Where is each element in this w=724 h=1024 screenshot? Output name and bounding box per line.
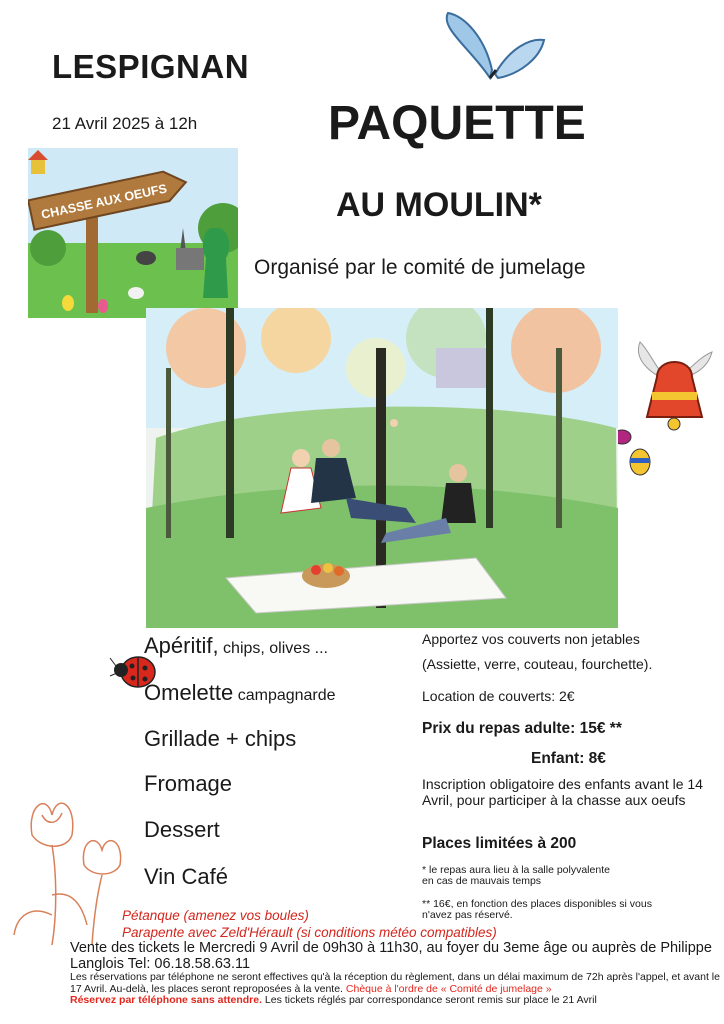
egg-hunt-illustration xyxy=(28,148,238,318)
menu-item-dessert: Dessert xyxy=(144,817,220,842)
town-name: LESPIGNAN xyxy=(52,48,250,85)
menu-item-aperitif: Apéritif, chips, olives ... xyxy=(144,633,328,658)
page-subtitle: AU MOULIN* xyxy=(336,186,542,224)
weather-note: * le repas aura lieu à la salle polyvalente en cas de mauvais temps xyxy=(422,864,610,887)
petanque-text: Pétanque (amenez vos boules) xyxy=(122,908,309,923)
child-price: Enfant: 8€ xyxy=(531,750,606,767)
cutlery-text: Apportez vos couverts non jetables xyxy=(422,631,640,647)
menu-item-grillade: Grillade + chips xyxy=(144,726,297,751)
menu-item-vin-cafe: Vin Café xyxy=(144,864,228,889)
fine-print: Les réservations par téléphone ne seront effectives qu'à la réception du règlement, dans un délai maximum de 72h après l'appel, et avant le 17 Avril. Au-delà, les places seront reproposées à la vente. Chèque à l'ordre de « Comité de jumelage » Réservez par téléphone sans attendre. Les tickets réglés par correspondance seront remis sur place le 21 Avril xyxy=(70,971,720,1006)
page-title: PAQUETTE xyxy=(328,97,586,150)
picnic-painting xyxy=(146,308,618,628)
ticket-sales-text: Vente des tickets le Mercredi 9 Avril de 09h30 à 11h30, au foyer du 3eme âge ou auprès de Philippe Langlois Tel: 06.18.58.63.11 xyxy=(70,940,712,972)
price-note: ** 16€, en fonction des places disponibles si vous n'avez pas réservé. xyxy=(422,898,652,921)
butterfly-icon xyxy=(440,8,550,88)
adult-price: Prix du repas adulte: 15€ ** xyxy=(422,720,622,737)
menu-item-omelette: Omelette campagnarde xyxy=(144,680,336,705)
bell-icon xyxy=(638,342,712,430)
event-date: 21 Avril 2025 à 12h xyxy=(52,114,198,133)
sign-text: CHASSE AUX OEUFS xyxy=(40,181,169,222)
organiser-text: Organisé par le comité de jumelage xyxy=(254,256,586,279)
paragliding-text: Parapente avec Zeld'Hérault (si conditions météo compatibles) xyxy=(122,925,497,940)
cutlery-list: (Assiette, verre, couteau, fourchette). xyxy=(422,656,653,672)
places-limit: Places limitées à 200 xyxy=(422,835,577,852)
rental-text: Location de couverts: 2€ xyxy=(422,688,575,704)
registration-text: Inscription obligatoire des enfants avant le 14 Avril, pour participer à la chasse aux oeufs xyxy=(422,776,703,808)
menu-item-fromage: Fromage xyxy=(144,771,233,796)
